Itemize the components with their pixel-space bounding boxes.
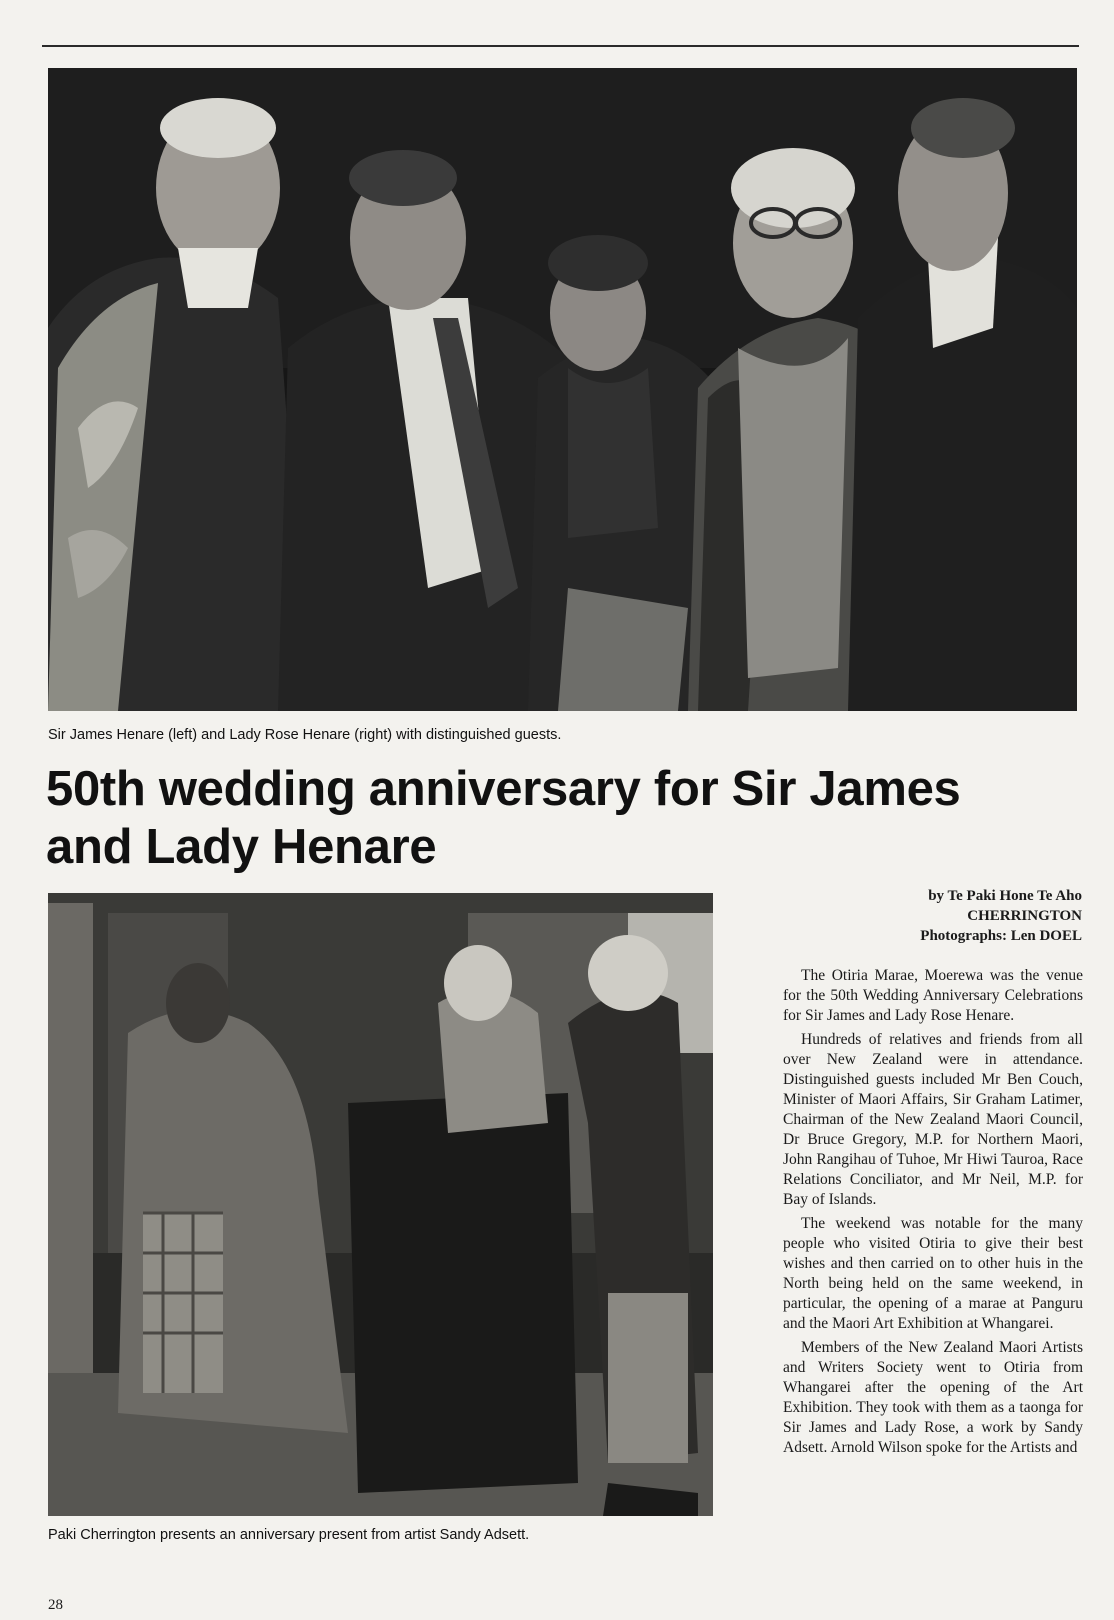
presentation-photo-image bbox=[48, 893, 713, 1516]
article-body bbox=[783, 966, 1083, 1462]
page-number: 28 bbox=[48, 1597, 63, 1613]
top-photo-caption: Sir James Henare (left) and Lady Rose Henare (right) with distinguished guests. bbox=[48, 727, 562, 743]
byline-author-surname: CHERRINGTON bbox=[967, 908, 1082, 924]
presentation-photo bbox=[48, 893, 713, 1516]
byline bbox=[764, 886, 1082, 946]
group-photo-image bbox=[48, 68, 1077, 711]
group-photo bbox=[48, 68, 1077, 711]
article-headline bbox=[46, 760, 1086, 876]
byline-author: by Te Paki Hone Te Aho bbox=[928, 888, 1082, 904]
paragraph-3: The weekend was notable for the many people who visited Otiria to give their best wishes and then carried on to other huis in the North being held on the same weekend, in particular, the opening of a marae at Panguru and the Maori Art Exhibition at Whangarei. bbox=[783, 1215, 1083, 1332]
bottom-photo-caption: Paki Cherrington presents an anniversary present from artist Sandy Adsett. bbox=[48, 1527, 530, 1543]
byline-photographer: Photographs: Len DOEL bbox=[920, 928, 1082, 944]
top-rule bbox=[42, 45, 1079, 47]
paragraph-4: Members of the New Zealand Maori Artists and Writers Society went to Otiria from Whangarei after the opening of the Art Exhibition. They took with them as a taonga for Sir James and Lady Rose, a work by Sandy Adsett. Arnold Wilson spoke for the Artists and bbox=[783, 1339, 1083, 1456]
headline-line-2: and Lady Henare bbox=[46, 820, 437, 874]
headline-line-1: 50th wedding anniversary for Sir James bbox=[46, 762, 961, 816]
paragraph-1: The Otiria Marae, Moerewa was the venue for the 50th Wedding Anniversary Celebrations for Sir James and Lady Rose Henare. bbox=[783, 967, 1083, 1024]
paragraph-2: Hundreds of relatives and friends from all over New Zealand were in attendance. Distinguished guests included Mr Ben Couch, Minister of Maori Affairs, Sir Graham Latimer, Chairman of the New Zealand Maori Council, Dr Bruce Gregory, M.P. for Northern Maori, John Rangihau of Tuhoe, Mr Hiwi Tauroa, Race Relations Conciliator, and Mr Neil, M.P. for Bay of Islands. bbox=[783, 1031, 1083, 1208]
